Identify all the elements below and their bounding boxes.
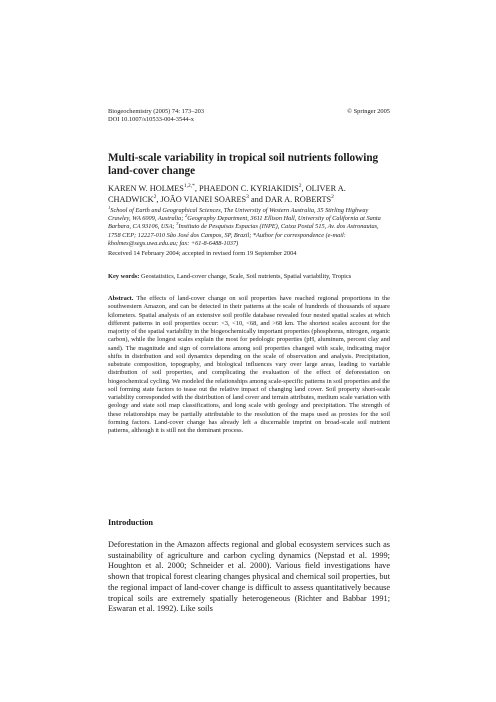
affiliation-marker: 2 <box>331 193 334 200</box>
author-name: KAREN W. HOLMES <box>108 184 184 193</box>
affiliation-text: Geography Department, 3611 Ellison Hall, University of California at Santa Barbara, CA 93106, USA; <box>108 215 381 231</box>
author-list <box>108 184 390 205</box>
copyright-notice: © Springer 2005 <box>347 108 390 115</box>
affiliation-text: School of Earth and Geographical Sciences, The University of Western Australia, 35 Stirling Highway Crawley, WA 6009, Australia; <box>108 207 369 223</box>
affiliation-marker: 2 <box>153 193 157 200</box>
affiliation-marker: 2 <box>298 183 302 190</box>
author-name: and DAR A. ROBERTS <box>248 194 332 204</box>
affiliations <box>108 204 390 248</box>
affiliation-marker: 3 <box>176 221 179 227</box>
abstract <box>108 295 390 435</box>
received-dates: Received 14 February 2004; accepted in revised form 19 September 2004 <box>108 250 297 257</box>
affiliation-text: Instituto de Pesquisas Espacias (INPE), Caixa Postal 515, Av. dos Astronautas, 1758 CEP; 12227-010 São José dos Campos, SP, Brazil; *Author for correspondence (e-mail: kholmes@segs.uwa.edu.au; fax: +61-8-6488-1037) <box>108 223 379 247</box>
affiliation-marker: 1,2, <box>183 183 193 190</box>
keywords-text: Geostatistics, Land-cover change, Scale, Soil nutrients, Spatial variability, Tropics <box>139 273 352 280</box>
keywords-label: Key words: <box>108 273 140 280</box>
affiliation-marker: 1 <box>108 204 111 210</box>
author-name: , PHAEDON C. KYRIAKIDIS <box>194 184 299 193</box>
doi: DOI 10.1007/s10533-004-3544-x <box>108 116 194 123</box>
corresponding-marker: * <box>192 183 195 190</box>
author-name: , OLIVER A. CHADWICK <box>108 184 346 204</box>
article-title: Multi-scale variability in tropical soil nutrients following land-cover change <box>108 152 379 177</box>
author-name: , JOÃO VIANEI SOARES <box>156 194 247 204</box>
abstract-label: Abstract. <box>108 295 134 302</box>
abstract-text: The effects of land-cover change on soil properties have reached regional proportions in the southwestern Amazon, and can be detected in their patterns at the scale of hundreds of thousands of square kilometers. Spatial analysis of an extensive soil profile database revealed four nested spatial scales at which different patterns in soil properties occur: <3, <10, <68, and >68 km. The shortest scales account for the majority of the spatial variability in the biogeochemically important properties (phosphorus, nitrogen, organic carbon), while the longest scales explain the most for pedologic properties (pH, aluminum, percent clay and sand). The magnitude and sign of correlations among soil properties changed with scale, indicating major shifts in distribution and soil dynamics depending on the scale of observation and analysis. Precipitation, substrate composition, topography, and biological influences vary over large areas, leading to variable distribution of soil properties, and complicating the evaluation of the effect of deforestation on biogeochemical cycling. We modeled the relationships among scale-specific patterns in soil properties and the soil forming state factors to tease out the relative impact of changing land cover. Soil property short-scale variability corresponded with the distribution of land cover and terrain attributes, medium scale variation with geology and state soil map classifications, and long scale with geology and precipitation. The strength of these relationships may be partially attributable to the resolution of the maps used as proxies for the soil forming factors. Land-cover change has already left a discernable imprint on broad-scale soil nutrient patterns, although it is still not the dominant process. <box>108 295 390 434</box>
page-header <box>108 108 390 124</box>
keywords <box>108 273 390 281</box>
affiliation-marker: 3 <box>246 193 249 200</box>
introduction-paragraph: Deforestation in the Amazon affects regional and global ecosystem services such as sustainability of agriculture and carbon cycling dynamics (Nepstad et al. 1999; Houghton et al. 2000; Schneider et al. 2000). Various field investigations have shown that tropical forest clearing changes physical and chemical soil properties, but the regional impact of land-cover change is difficult to assess quantitatively because tropical soils are extremely spatially heterogeneous (Richter and Babbar 1991; Eswaran et al. 1992). Like soils <box>108 540 391 614</box>
journal-citation: Biogeochemistry (2005) 74: 173–203 <box>108 108 205 115</box>
section-heading-introduction: Introduction <box>108 518 154 527</box>
affiliation-marker: 2 <box>185 213 188 219</box>
